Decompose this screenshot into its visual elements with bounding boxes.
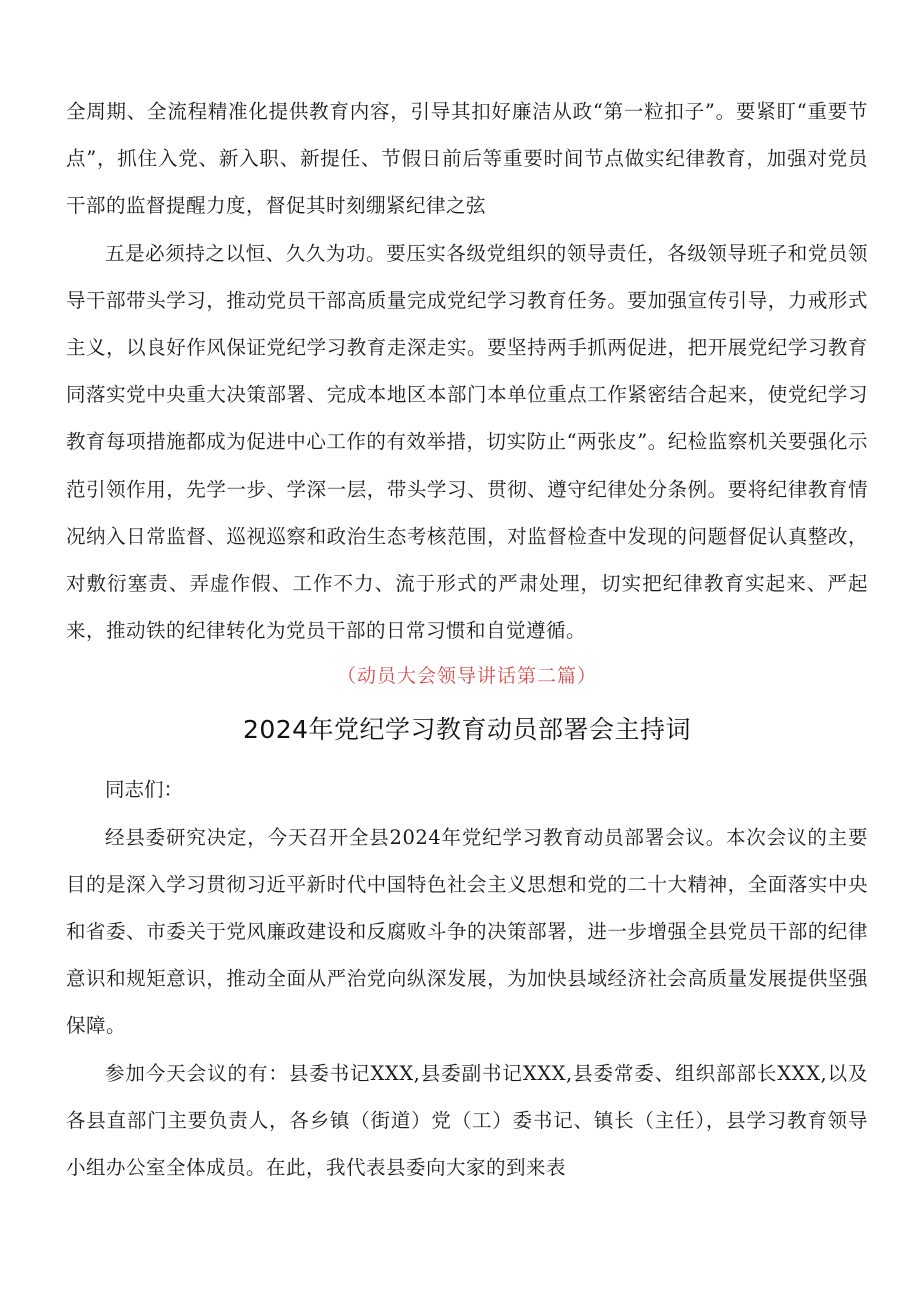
document-title: 2024年党纪学习教育动员部署会主持词: [242, 715, 692, 745]
salutation: 同志们：: [105, 778, 184, 802]
document-page: [66, 88, 868, 1191]
paragraph-continuation: 全周期、全流程精准化提供教育内容，引导其扣好廉洁从政“第一粒扣子”。要紧盯“重要节点”，抓住入党、新入职、新提任、节假日前后等重要时间节点做实纪律教育，加强对党员干部的监督提醒力度，督促其时刻绷紧纪律之弦: [66, 100, 868, 218]
paragraph-meeting-purpose: 经县委研究决定，今天召开全县2024年党纪学习教育动员部署会议。本次会议的主要目的是深入学习贯彻习近平新时代中国特色社会主义思想和党的二十大精神，全面落实中央和省委、市委关于党风廉政建设和反腐败斗争的决策部署，进一步增强全县党员干部的纪律意识和规矩意识，推动全面从严治党向纵深发展，为加快县域经济社会高质量发展提供坚强保障。: [66, 825, 868, 1038]
paragraph-attendees: 参加今天会议的有：县委书记XXX,县委副书记XXX,县委常委、组织部部长XXX,以及各县直部门主要负责人，各乡镇（街道）党（工）委书记、镇长（主任），县学习教育领导小组办公室全体成员。在此，我代表县委向大家的到来表: [66, 1061, 868, 1180]
section-label: （动员大会领导讲话第二篇）: [336, 665, 597, 688]
paragraph-point-five: 五是必须持之以恒、久久为功。要压实各级党组织的领导责任，各级领导班子和党员领导干部带头学习，推动党员干部高质量完成党纪学习教育任务。要加强宣传引导，力戒形式主义，以良好作风保证党纪学习教育走深走实。要坚持两手抓两促进，把开展党纪学习教育同落实党中央重大决策部署、完成本地区本部门本单位重点工作紧密结合起来，使党纪学习教育每项措施都成为促进中心工作的有效举措，切实防止“两张皮”。纪检监察机关要强化示范引领作用，先学一步、学深一层，带头学习、贯彻、遵守纪律处分条例。要将纪律教育情况纳入日常监督、巡视巡察和政治生态考核范围，对监督检查中发现的问题督促认真整改，对敷衍塞责、弄虚作假、工作不力、流于形式的严肃处理，切实把纪律教育实起来、严起来，推动铁的纪律转化为党员干部的日常习惯和自觉遵循。: [66, 241, 868, 643]
